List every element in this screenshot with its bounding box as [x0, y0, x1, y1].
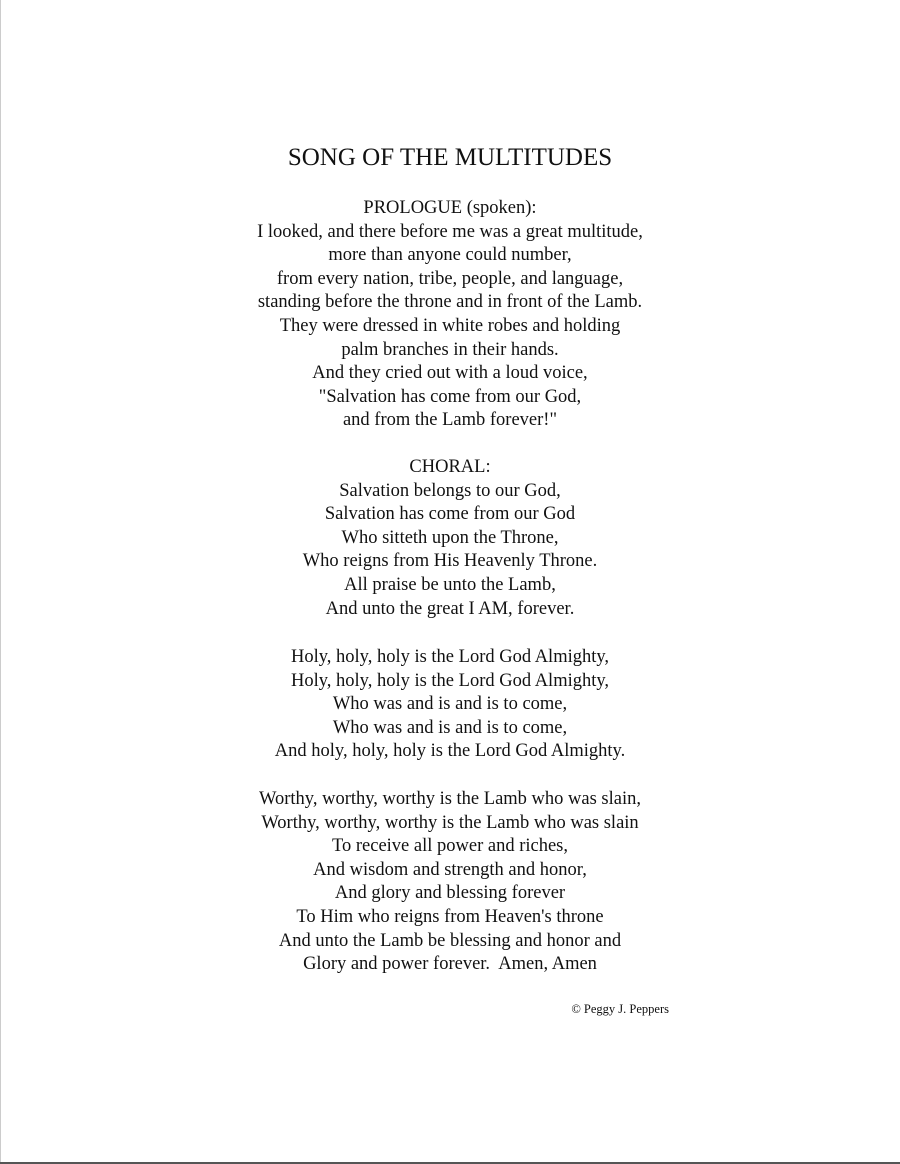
holy-verse	[0, 646, 900, 764]
worthy-verse-line: Glory and power forever. Amen, Amen	[303, 954, 597, 975]
choral-line: Who reigns from His Heavenly Throne.	[302, 551, 598, 572]
holy-verse-line: Holy, holy, holy is the Lord God Almighty,	[290, 647, 610, 667]
choral-line: All praise be unto the Lamb,	[344, 574, 556, 595]
worthy-verse-line: And unto the Lamb be blessing and honor and	[278, 930, 622, 951]
choral-line: Who sitteth upon the Throne,	[341, 527, 559, 548]
choral-section	[0, 456, 900, 621]
holy-verse-line: Who was and is and is to come,	[332, 694, 568, 715]
prologue-line: palm branches in their hands.	[341, 339, 559, 360]
prologue-line: more than anyone could number,	[328, 245, 572, 266]
prologue-line: standing before the throne and in front of the Lamb.	[257, 292, 643, 313]
worthy-verse	[0, 788, 900, 977]
prologue-line: from every nation, tribe, people, and language,	[276, 268, 624, 289]
worthy-verse-line: To receive all power and riches,	[331, 836, 568, 857]
prologue-heading: PROLOGUE (spoken):	[363, 198, 537, 218]
choral-line: And unto the great I AM, forever.	[325, 598, 575, 619]
choral-heading: CHORAL:	[409, 457, 491, 477]
prologue-line: And they cried out with a loud voice,	[312, 363, 588, 384]
holy-verse-line: Who was and is and is to come,	[332, 717, 568, 738]
choral-line: Salvation has come from our God	[324, 504, 576, 525]
worthy-verse-line: Worthy, worthy, worthy is the Lamb who was slain,	[259, 789, 641, 809]
copyright-notice: © Peggy J. Peppers	[571, 1002, 669, 1016]
song-title: SONG OF THE MULTITUDES	[287, 144, 613, 171]
prologue-line: I looked, and there before me was a great multitude,	[257, 221, 643, 242]
worthy-verse-line: To Him who reigns from Heaven's throne	[296, 906, 604, 927]
prologue-line: "Salvation has come from our God,	[318, 386, 582, 407]
prologue-line: They were dressed in white robes and holding	[279, 315, 621, 336]
holy-verse-line: And holy, holy, holy is the Lord God Almighty.	[274, 741, 626, 762]
choral-line: Salvation belongs to our God,	[339, 480, 561, 501]
worthy-verse-line: And wisdom and strength and honor,	[313, 859, 587, 880]
holy-verse-line: Holy, holy, holy is the Lord God Almighty,	[290, 670, 610, 691]
worthy-verse-line: Worthy, worthy, worthy is the Lamb who was slain	[261, 812, 639, 833]
prologue-section	[0, 197, 900, 433]
worthy-verse-line: And glory and blessing forever	[334, 883, 566, 904]
prologue-line: and from the Lamb forever!"	[342, 410, 558, 431]
